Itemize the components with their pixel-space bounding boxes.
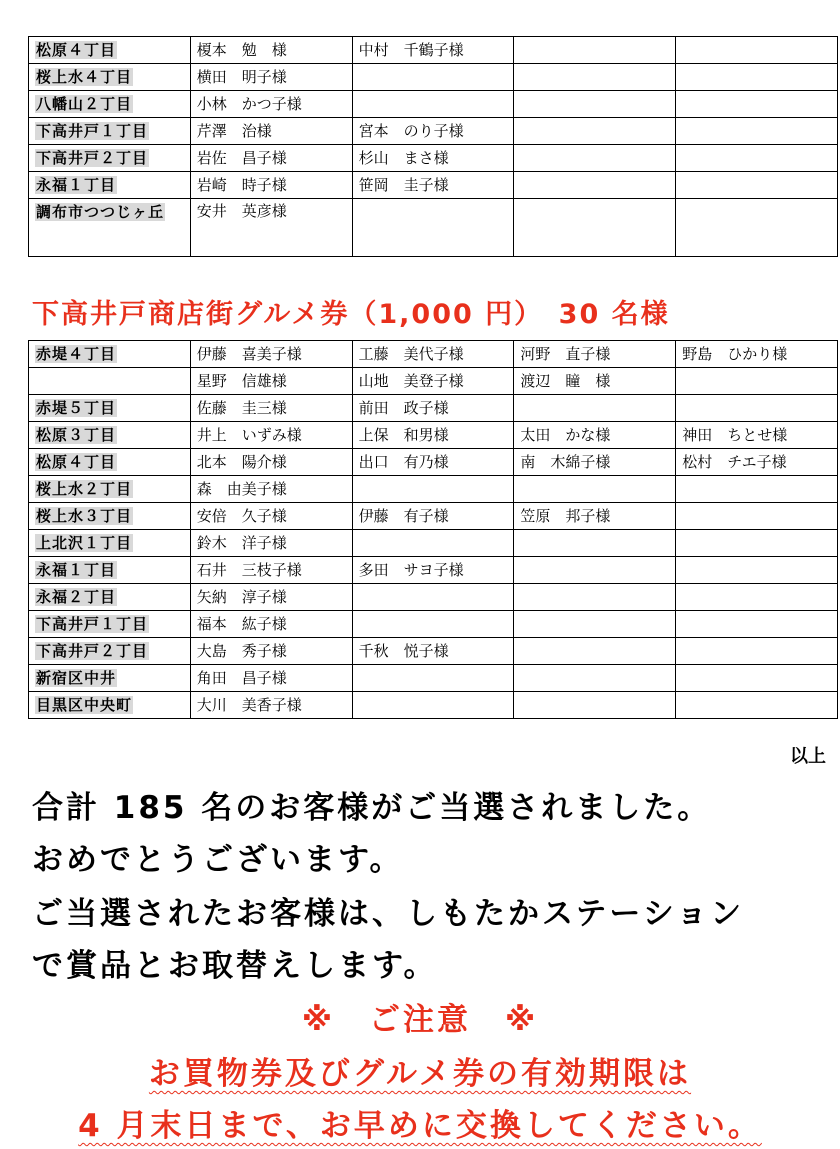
table-row [29, 638, 838, 665]
winner-name-cell [514, 118, 676, 145]
winner-name-cell: 多田 サヨ子様 [352, 557, 514, 584]
table-row [29, 341, 838, 368]
table-row [29, 118, 838, 145]
winner-name-cell: 杉山 まさ様 [352, 145, 514, 172]
winner-name-cell: 伊藤 喜美子様 [190, 341, 352, 368]
winners-table-top [28, 36, 838, 257]
winner-name-cell [676, 476, 838, 503]
area-cell [29, 199, 191, 257]
winner-name-cell [352, 611, 514, 638]
winner-name-cell [352, 692, 514, 719]
gourmet-winners-table [28, 340, 838, 719]
winner-name-cell: 森 由美子様 [190, 476, 352, 503]
area-label: 桜上水２丁目 [36, 480, 133, 498]
winner-name-cell: 星野 信雄様 [190, 368, 352, 395]
winner-name-cell: 福本 紘子様 [190, 611, 352, 638]
winner-name-cell: 芹澤 治様 [190, 118, 352, 145]
winner-name-cell: 安倍 久子様 [190, 503, 352, 530]
area-cell [29, 638, 191, 665]
winner-name-cell [676, 503, 838, 530]
area-cell [29, 530, 191, 557]
winner-name-cell [514, 557, 676, 584]
winner-name-cell: 大川 美香子様 [190, 692, 352, 719]
area-cell [29, 118, 191, 145]
table-row [29, 665, 838, 692]
winner-name-cell: 安井 英彦様 [190, 199, 352, 257]
area-cell [29, 476, 191, 503]
table-row [29, 611, 838, 638]
winner-name-cell: 伊藤 有子様 [352, 503, 514, 530]
congratulations-line: おめでとうございます。 [32, 842, 404, 878]
area-cell [29, 665, 191, 692]
winner-name-cell [352, 91, 514, 118]
table-row [29, 64, 838, 91]
area-label: 上北沢１丁目 [36, 534, 133, 552]
winner-name-cell: 岩佐 昌子様 [190, 145, 352, 172]
area-cell [29, 395, 191, 422]
winner-name-cell [514, 638, 676, 665]
winner-name-cell: 松村 チエ子様 [676, 449, 838, 476]
area-cell [29, 368, 191, 395]
exchange-info-line-2: で賞品とお取替えします。 [32, 948, 438, 984]
winner-name-cell: 大島 秀子様 [190, 638, 352, 665]
area-cell [29, 449, 191, 476]
table-row [29, 584, 838, 611]
area-label: 桜上水４丁目 [36, 68, 133, 86]
winner-name-cell: 出口 有乃様 [352, 449, 514, 476]
winner-name-cell [676, 37, 838, 64]
winner-name-cell: 河野 直子様 [514, 341, 676, 368]
winner-name-cell [352, 64, 514, 91]
area-cell [29, 64, 191, 91]
winner-name-cell [514, 530, 676, 557]
winner-name-cell [514, 199, 676, 257]
notice-title: ※ ご注意 ※ [301, 1002, 539, 1038]
area-cell [29, 91, 191, 118]
table-row [29, 91, 838, 118]
area-cell [29, 611, 191, 638]
area-label: 松原４丁目 [36, 453, 117, 471]
winner-name-cell: 上保 和男様 [352, 422, 514, 449]
area-cell [29, 37, 191, 64]
end-mark: 以上 [790, 746, 826, 767]
notice-line-2: 4 月末日まで、お早めに交換してください。 [78, 1108, 762, 1144]
winner-name-cell: 榎本 勉 様 [190, 37, 352, 64]
winner-name-cell [514, 692, 676, 719]
table-row [29, 557, 838, 584]
area-label: 新宿区中井 [36, 669, 117, 687]
winner-name-cell: 横田 明子様 [190, 64, 352, 91]
area-label: 桜上水３丁目 [36, 507, 133, 525]
table-row [29, 145, 838, 172]
winner-name-cell: 岩崎 時子様 [190, 172, 352, 199]
area-label: 松原４丁目 [36, 41, 117, 59]
area-label: 目黒区中央町 [36, 696, 133, 714]
winner-name-cell [514, 37, 676, 64]
area-label: 下高井戸１丁目 [36, 122, 149, 140]
table-row [29, 449, 838, 476]
area-cell [29, 422, 191, 449]
table-row [29, 172, 838, 199]
winner-name-cell: 千秋 悦子様 [352, 638, 514, 665]
winner-name-cell [352, 584, 514, 611]
winner-name-cell [676, 118, 838, 145]
winner-name-cell [514, 476, 676, 503]
table-row [29, 503, 838, 530]
notice-line-1: お買物券及びグルメ券の有効期限は [148, 1056, 692, 1092]
winner-name-cell [676, 172, 838, 199]
table-row [29, 368, 838, 395]
winner-name-cell: 中村 千鶴子様 [352, 37, 514, 64]
table-row [29, 476, 838, 503]
total-winners-line: 合計 185 名のお客様がご当選されました。 [32, 790, 712, 826]
winner-name-cell [676, 145, 838, 172]
winner-name-cell: 山地 美登子様 [352, 368, 514, 395]
winner-name-cell [676, 611, 838, 638]
area-cell [29, 557, 191, 584]
winner-name-cell [676, 395, 838, 422]
area-label: 永福１丁目 [36, 561, 117, 579]
area-cell [29, 172, 191, 199]
winner-name-cell [514, 91, 676, 118]
table-row [29, 199, 838, 257]
winner-name-cell [514, 395, 676, 422]
winner-name-cell [514, 665, 676, 692]
exchange-info-line-1: ご当選されたお客様は、しもたかステーション [32, 896, 745, 932]
area-label: 永福２丁目 [36, 588, 117, 606]
table-row [29, 692, 838, 719]
area-label: 下高井戸２丁目 [36, 149, 149, 167]
winner-name-cell [352, 199, 514, 257]
winner-name-cell [676, 64, 838, 91]
winner-name-cell [676, 692, 838, 719]
winner-name-cell: 北本 陽介様 [190, 449, 352, 476]
winner-name-cell: 太田 かな様 [514, 422, 676, 449]
table-row [29, 530, 838, 557]
table-row [29, 422, 838, 449]
winner-name-cell: 石井 三枝子様 [190, 557, 352, 584]
area-label: 永福１丁目 [36, 176, 117, 194]
winner-name-cell [676, 557, 838, 584]
winner-name-cell: 渡辺 瞳 様 [514, 368, 676, 395]
winner-name-cell: 角田 昌子様 [190, 665, 352, 692]
area-cell [29, 145, 191, 172]
winner-name-cell: 前田 政子様 [352, 395, 514, 422]
gourmet-ticket-heading: 下高井戸商店街グルメ券（1,000 円） 30 名様 [32, 299, 670, 330]
winner-name-cell [676, 199, 838, 257]
table-row [29, 37, 838, 64]
winner-name-cell [514, 64, 676, 91]
table-row [29, 395, 838, 422]
area-label: 下高井戸１丁目 [36, 615, 149, 633]
winner-name-cell: 工藤 美代子様 [352, 341, 514, 368]
winner-name-cell [352, 665, 514, 692]
winner-name-cell [676, 638, 838, 665]
winner-name-cell: 鈴木 洋子様 [190, 530, 352, 557]
winner-name-cell: 宮本 のり子様 [352, 118, 514, 145]
area-label: 松原３丁目 [36, 426, 117, 444]
area-label: 調布市つつじヶ丘 [36, 203, 165, 221]
winner-name-cell [352, 530, 514, 557]
winner-name-cell: 矢納 淳子様 [190, 584, 352, 611]
area-cell [29, 341, 191, 368]
winner-name-cell [676, 368, 838, 395]
area-label: 下高井戸２丁目 [36, 642, 149, 660]
area-cell [29, 584, 191, 611]
winner-name-cell [514, 584, 676, 611]
area-label: 赤堤４丁目 [36, 345, 117, 363]
winner-name-cell [676, 530, 838, 557]
area-cell [29, 692, 191, 719]
area-cell [29, 503, 191, 530]
winner-name-cell [514, 611, 676, 638]
winner-name-cell [514, 172, 676, 199]
winner-name-cell: 笠原 邦子様 [514, 503, 676, 530]
area-label: 八幡山２丁目 [36, 95, 133, 113]
winner-name-cell: 野島 ひかり様 [676, 341, 838, 368]
winner-name-cell: 笹岡 圭子様 [352, 172, 514, 199]
winner-name-cell [676, 665, 838, 692]
winner-name-cell: 井上 いずみ様 [190, 422, 352, 449]
winner-name-cell: 南 木綿子様 [514, 449, 676, 476]
winner-name-cell: 小林 かつ子様 [190, 91, 352, 118]
winner-name-cell [676, 584, 838, 611]
winner-name-cell [352, 476, 514, 503]
winner-name-cell [676, 91, 838, 118]
winner-name-cell: 神田 ちとせ様 [676, 422, 838, 449]
winner-name-cell [514, 145, 676, 172]
area-label: 赤堤５丁目 [36, 399, 117, 417]
winner-name-cell: 佐藤 圭三様 [190, 395, 352, 422]
